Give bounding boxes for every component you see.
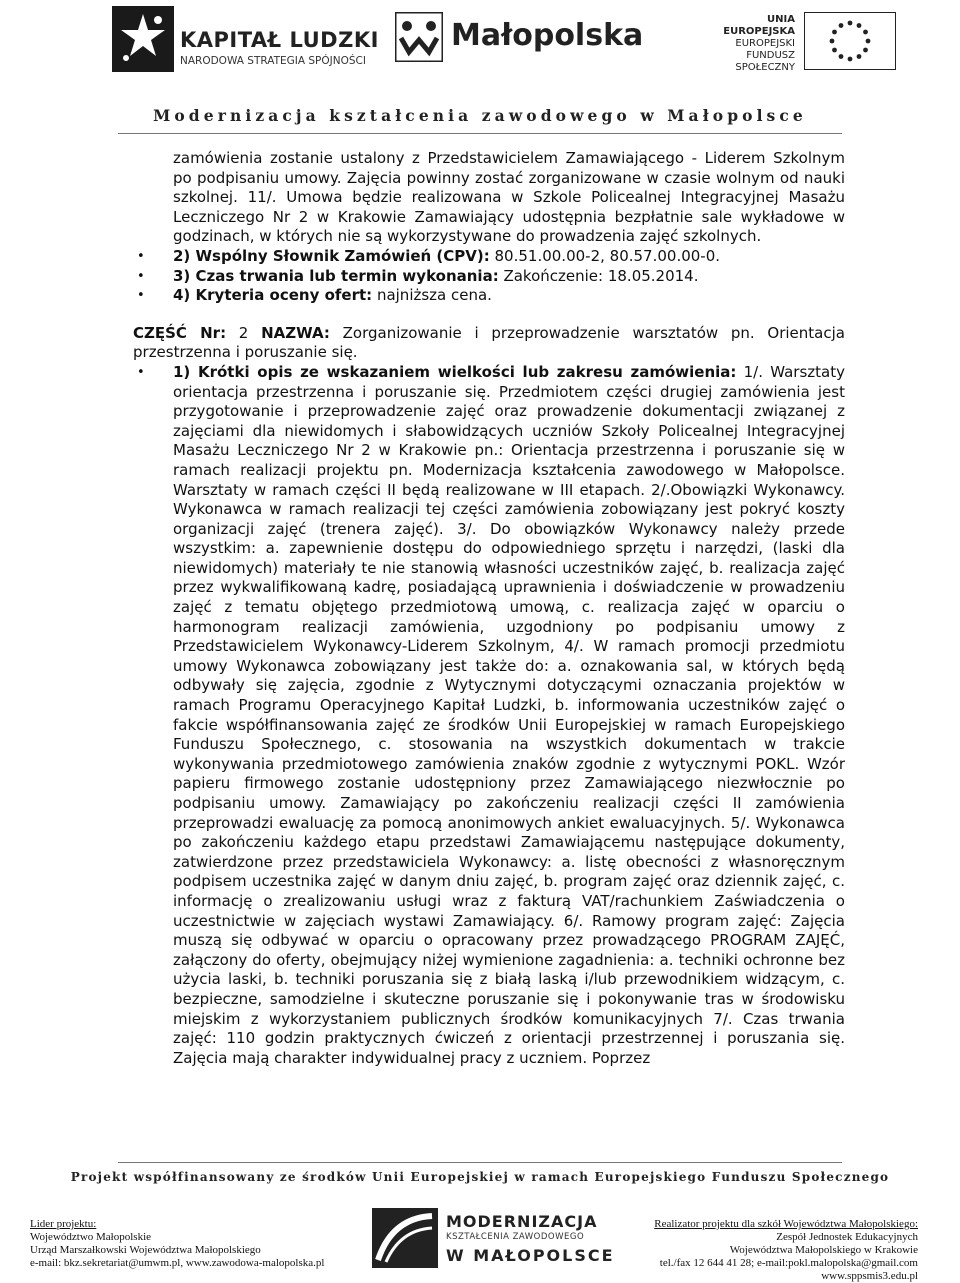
eu-logo [700, 12, 900, 72]
project-realizer-block [654, 1218, 918, 1283]
modernizacja-line1: MODERNIZACJA [446, 1212, 598, 1231]
realizer-line2: Województwa Małopolskiego w Krakowie [729, 1244, 918, 1256]
list-item [133, 247, 845, 267]
eu-flag-icon [804, 12, 896, 70]
cofinance-note: Projekt współfinansowany ze środków Unii Europejskiej w ramach Europejskiego Funduszu Społecznego [70, 1170, 890, 1184]
running-title: Modernizacja kształcenia zawodowego w Małopolsce [153, 106, 807, 125]
realizer-line4: www.sppsmis3.edu.pl [821, 1270, 918, 1282]
kapital-ludzki-subtitle: NARODOWA STRATEGIA SPÓJNOŚCI [180, 55, 366, 67]
criteria-value: najniższa cena. [372, 286, 492, 305]
eu-line3: FUNDUSZ SPOŁECZNY [735, 50, 795, 73]
description-list [133, 363, 845, 1068]
page-header [0, 0, 960, 90]
modernizacja-logo [372, 1206, 615, 1272]
malopolska-emblem-icon [395, 12, 443, 62]
criteria-label: 4) Kryteria oceny ofert: [173, 286, 373, 305]
duration-value: Zakończenie: 18.05.2014. [498, 266, 699, 285]
part-label: CZĘŚĆ Nr: [133, 323, 227, 342]
kapital-ludzki-title: KAPITAŁ LUDZKI [180, 28, 379, 52]
criteria-list [133, 247, 845, 306]
description-label: 1) Krótki opis ze wskazaniem wielkości lub zakresu zamówienia: [173, 362, 737, 381]
eu-line2: EUROPEJSKI [735, 38, 795, 49]
leader-line2: Urząd Marszałkowski Województwa Małopolskiego [30, 1244, 261, 1256]
leader-line1: Województwo Małopolskie [30, 1231, 152, 1243]
paragraph-intro: zamówienia zostanie ustalony z Przedstawicielem Zamawiającego - Liderem Szkolnym po podpisaniu umowy. Zajęcia powinny zostać zorganizowane w czasie wolnym od nauki szkolnej. 11/. Umowa będzie realizowana w Szkole Policealnej Integracyjnej Masażu Leczniczego Nr 2 w Krakowie Zamawiający udostępnia bezpłatnie sale wykładowe w godzinach, w których nie są wykorzystywane do prowadzenia zajęć szkolnych. [173, 149, 845, 246]
duration-label: 3) Czas trwania lub termin wykonania: [173, 266, 499, 285]
part-name-label: NAZWA: [261, 323, 330, 342]
cpv-label: 2) Wspólny Słownik Zamówień (CPV): [173, 246, 490, 265]
realizer-line3: tel./fax 12 644 41 28; e-mail:pokl.malopolska@gmail.com [659, 1257, 918, 1269]
list-item [133, 286, 845, 306]
modernizacja-emblem-icon [372, 1208, 438, 1268]
project-leader-block [30, 1218, 324, 1270]
leader-line3: e-mail: bkz.sekretariat@umwm.pl, www.zawodowa-malopolska.pl [30, 1257, 325, 1269]
spacer [133, 306, 845, 324]
document-body [133, 149, 845, 1068]
part-number: 2 [226, 323, 262, 342]
kapital-ludzki-star-icon [112, 6, 174, 72]
kapital-ludzki-logo [112, 6, 379, 76]
cpv-value: 80.51.00.00-2, 80.57.00.00-0. [489, 246, 721, 265]
header-rule [118, 133, 842, 134]
realizer-title: Realizator projektu dla szkół Województwa Małopolskiego: [654, 1218, 918, 1230]
malopolska-logo [395, 8, 644, 68]
list-item [133, 267, 845, 287]
modernizacja-line3: W MAŁOPOLSCE [446, 1246, 615, 1265]
realizer-line1: Zespół Jednostek Edukacyjnych [776, 1231, 918, 1243]
list-item [133, 363, 845, 1068]
leader-title: Lider projektu: [30, 1218, 97, 1230]
eu-text [700, 14, 795, 74]
part-name: Zorganizowanie i przeprowadzenie warsztatów pn. Orientacja przestrzenna i poruszanie się. [133, 323, 845, 362]
eu-line1: UNIA EUROPEJSKA [723, 14, 795, 37]
malopolska-title: Małopolska [451, 18, 644, 53]
description-text: 1/. Warsztaty orientacja przestrzenna i poruszanie się. Przedmiotem części drugiej zamówienia jest przygotowanie i przeprowadzenie zajęć oraz prowadzenie dokumentacji związanej z zajęciami dla niewidomych i słabowidzących uczniów Szkoły Policealnej Integracyjnej Masażu Leczniczego Nr 2 w Krakowie pn.: Orientacja przestrzenna i poruszanie się w ramach realizacji projektu pn. Modernizacja kształcenia zawodowego w Małopolsce. Warsztaty w ramach części II będą realizowane w III etapach. 2/.Obowiązki Wykonawcy. Wykonawca w ramach realizacji tej części zamówienia zobowiązany jest pokryć koszty organizacji zajęć (trenera zajęć). 3/. Do obowiązków Wykonawcy należy przede wszystkim: a. zapewnienie dostępu do odpowiedniego sprzętu i narzędzi, (laski dla niewidomych) materiały te nie stanowią własności uczestników zajęć, b. realizacja zajęć przez wykwalifikowaną kadrę, posiadającą uprawnienia i doświadczenie w prowadzeniu zajęć z tematu objętego przedmiotową umową, c. realizacja zajęć w oparciu o harmonogram realizacji zamówienia, uzgodniony po podpisaniu umowy z Przedstawicielem Wykonawcy-Liderem Szkolnym, 4/. W ramach promocji przedmiotu umowy Wykonawca zobowiązany jest także do: a. oznakowania sal, w których będą odbywały się zajęcia, zgodnie z Wytycznymi dotyczącymi oznaczania projektów w ramach Programu Operacyjnego Kapitał Ludzki, b. informowania uczestników zajęć o fakcie współfinansowania zajęć ze środków Unii Europejskiej w ramach Europejskiego Funduszu Społecznego, c. stosowania na wszystkich dokumentach w trakcie wykonywania przedmiotowego zamówienia znaków zgodnie z wytycznymi POKL. Wzór papieru firmowego zostanie udostępniony przez Zamawiającego niezwłocznie po podpisaniu umowy. Zamawiający po zakończeniu realizacji części II zamówienia przeprowadzi ewaluację za pomocą anonimowych ankiet ewaluacyjnych. 5/. Wykonawca po zakończeniu każdego etapu przedstawi Zamawiającemu następujące dokumenty, zatwierdzone przez przedstawiciela Wykonawcy: a. listę obecności z własnoręcznym podpisem uczestnika zajęć w danym dniu zajęć, b. program zajęć oraz dziennik zajęć, c. informację o zrealizowaniu usługi wraz z fakturą VAT/rachunkiem Zaświadczenia o uczestnictwie w zajęciach wystawi Zamawiający. 6/. Ramowy program zajęć: Zajęcia muszą się odbywać w oparciu o opracowany przez prowadzącego PROGRAM ZAJĘĆ, załączony do oferty, obejmujący niżej wymienione zagadnienia: a. techniki ochronne bez użycia laski, b. techniki poruszania się z białą laską i/lub przewodnikiem widzącym, c. bezpieczne, samodzielne i skuteczne poruszanie się i pokonywanie tras w środowisku miejskim z wykorzystaniem publicznych środków komunikacyjnych 7/. Czas trwania zajęć: 110 godzin praktycznych ćwiczeń z orientacji przestrzennej i poruszania się. Zajęcia mają charakter indywidualnej pracy z uczniem. Poprzez [173, 362, 845, 1067]
modernizacja-line2: KSZTAŁCENIA ZAWODOWEGO [446, 1232, 585, 1242]
footer-rule [118, 1162, 842, 1163]
part-heading [133, 324, 845, 363]
